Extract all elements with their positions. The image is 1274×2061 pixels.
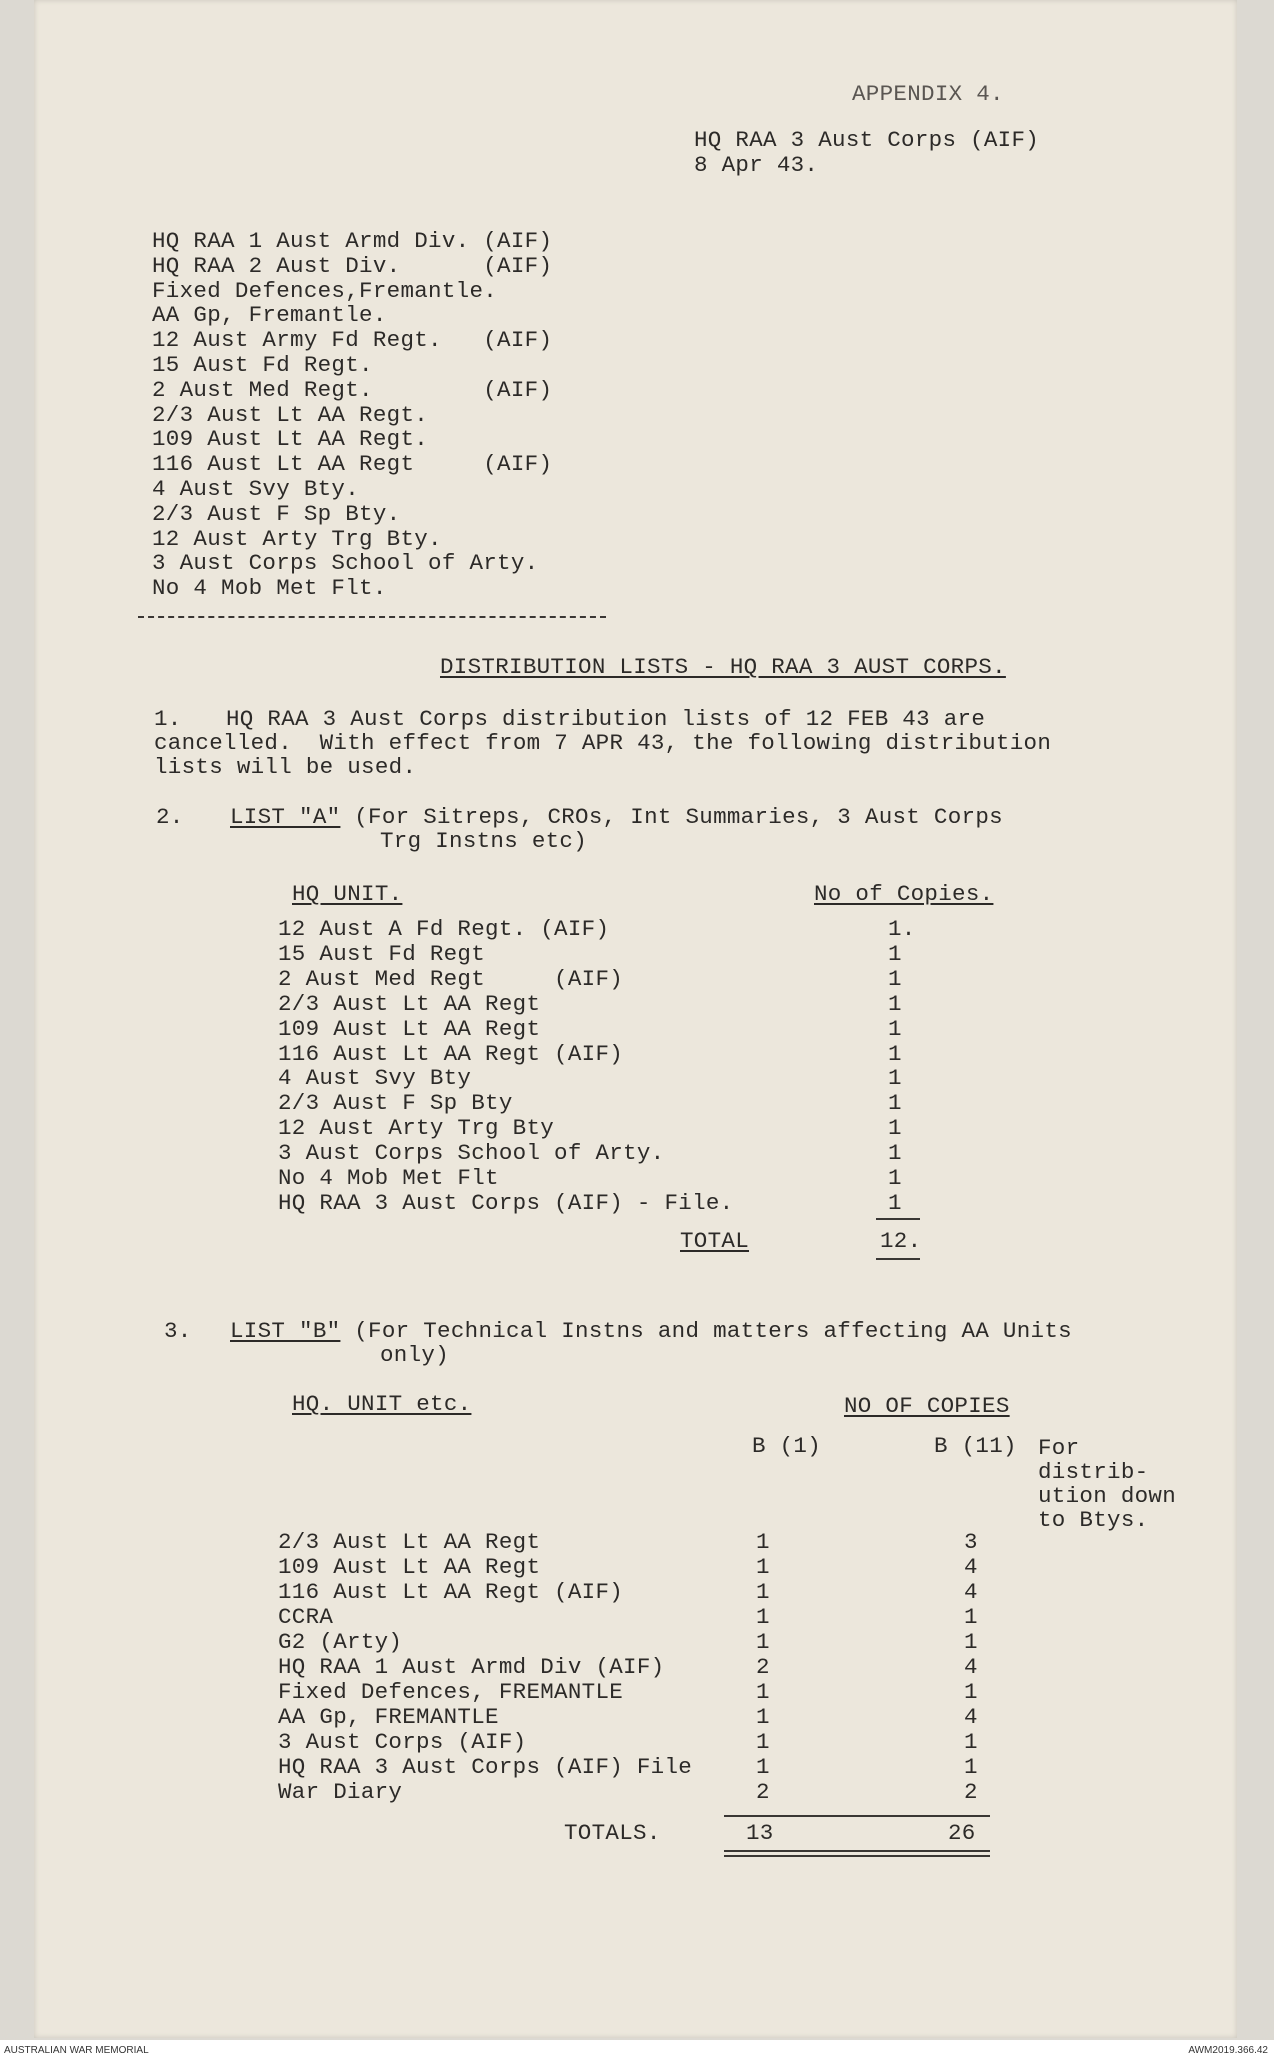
list-a-copies: 1 <box>888 1140 902 1167</box>
list-a-unit: 12 Aust Arty Trg Bty <box>278 1115 555 1142</box>
list-b-description-cont: only) <box>380 1342 450 1368</box>
list-b-b1: 1 <box>756 1679 770 1705</box>
list-b-b1: 1 <box>756 1604 770 1630</box>
addressee-item: Fixed Defences,Fremantle. <box>152 277 498 304</box>
list-b-unit: HQ RAA 1 Aust Armd Div (AIF) <box>278 1654 665 1680</box>
list-b-b11: 4 <box>964 1579 978 1605</box>
list-b-unit: 116 Aust Lt AA Regt (AIF) <box>278 1579 624 1605</box>
list-b-note-line: ution down <box>1038 1483 1177 1509</box>
totals-rule <box>724 1815 990 1817</box>
list-b-col-b11: B (11) <box>934 1433 1017 1459</box>
list-a-copies-header: No of Copies. <box>814 881 994 907</box>
list-b-b1: 1 <box>756 1554 770 1580</box>
list-b-b11: 1 <box>964 1729 978 1755</box>
footer-reference: AWM2019.366.42 <box>1188 2045 1268 2056</box>
list-b-b11: 1 <box>964 1629 978 1655</box>
list-b-col-b1: B (1) <box>752 1433 822 1459</box>
list-b-b1: 1 <box>756 1579 770 1605</box>
list-b-b1: 1 <box>756 1729 770 1755</box>
addressee-item: 4 Aust Svy Bty. <box>152 476 360 502</box>
list-b-description: (For Technical Instns and matters affecting AA Units <box>340 1318 1072 1344</box>
total-rule <box>876 1218 920 1220</box>
footer-bar <box>0 2040 1274 2061</box>
list-a-total-value: 12. <box>880 1228 922 1254</box>
list-a-description-cont: Trg Instns etc) <box>380 828 588 854</box>
para2-number: 2. <box>156 804 184 830</box>
list-b-unit: CCRA <box>278 1604 334 1630</box>
list-a-copies: 1 <box>888 1015 902 1042</box>
list-b-b11: 4 <box>964 1554 978 1580</box>
list-b-b11: 1 <box>964 1754 978 1780</box>
list-b-b1: 1 <box>756 1754 770 1780</box>
list-a-unit: 109 Aust Lt AA Regt <box>278 1015 541 1042</box>
totals-double-underline <box>724 1850 990 1857</box>
list-b-totals-label: TOTALS. <box>564 1820 661 1846</box>
list-b-note-line: For <box>1038 1435 1080 1461</box>
list-a-unit: 12 Aust A Fd Regt. (AIF) <box>278 916 610 942</box>
originator-line: HQ RAA 3 Aust Corps (AIF) <box>694 127 1040 153</box>
addressee-item: HQ RAA 2 Aust Div. (AIF) <box>152 252 553 279</box>
list-a-copies: 1 <box>888 990 902 1017</box>
list-b-note-line: to Btys. <box>1038 1507 1149 1533</box>
list-b-unit: 109 Aust Lt AA Regt <box>278 1554 541 1580</box>
list-a-total-label: TOTAL <box>680 1228 750 1254</box>
list-a-unit: 3 Aust Corps School of Arty. <box>278 1140 665 1167</box>
list-b-b1: 2 <box>756 1654 770 1680</box>
list-a-copies: 1 <box>888 1115 902 1142</box>
addressee-item: 12 Aust Arty Trg Bty. <box>152 525 442 552</box>
list-b-unit: Fixed Defences, FREMANTLE <box>278 1679 624 1705</box>
list-b-total-b11: 26 <box>948 1820 976 1846</box>
list-a-unit: 4 Aust Svy Bty <box>278 1065 472 1092</box>
list-a-unit: HQ RAA 3 Aust Corps (AIF) - File. <box>278 1189 734 1216</box>
list-b-unit: War Diary <box>278 1779 403 1805</box>
list-a-unit: 15 Aust Fd Regt <box>278 940 486 967</box>
list-a-copies: 1. <box>888 916 916 942</box>
para1-line: cancelled. With effect from 7 APR 43, the following distribution <box>154 730 1052 756</box>
list-b-b11: 4 <box>964 1704 978 1730</box>
list-b-unit-header: HQ. UNIT etc. <box>292 1391 472 1417</box>
addressee-item: HQ RAA 1 Aust Armd Div. (AIF) <box>152 228 553 254</box>
addressee-item: 15 Aust Fd Regt. <box>152 352 373 378</box>
divider-dashes <box>138 616 606 618</box>
para1-line: HQ RAA 3 Aust Corps distribution lists of 12 FEB 43 are <box>226 706 986 732</box>
list-b-b11: 1 <box>964 1679 978 1705</box>
list-b-b11: 3 <box>964 1529 978 1555</box>
list-b-copies-header: NO OF COPIES <box>844 1393 1010 1419</box>
list-a-unit: 2/3 Aust Lt AA Regt <box>278 990 541 1017</box>
list-b-b1: 1 <box>756 1629 770 1655</box>
list-b-unit: HQ RAA 3 Aust Corps (AIF) File <box>278 1754 693 1780</box>
addressee-item: 12 Aust Army Fd Regt. (AIF) <box>152 327 553 354</box>
addressee-item: 2 Aust Med Regt. (AIF) <box>152 376 553 403</box>
list-a-copies: 1 <box>888 1065 902 1092</box>
footer-source: AUSTRALIAN WAR MEMORIAL <box>4 2045 149 2056</box>
list-b-b1: 2 <box>756 1779 770 1805</box>
addressee-item: No 4 Mob Met Flt. <box>152 575 387 602</box>
list-a-copies: 1 <box>888 965 902 992</box>
list-a-unit-header: HQ UNIT. <box>292 881 403 907</box>
para1-line: lists will be used. <box>154 754 417 780</box>
list-a-unit: 2 Aust Med Regt (AIF) <box>278 965 624 992</box>
list-b-b1: 1 <box>756 1529 770 1555</box>
date-line: 8 Apr 43. <box>694 152 819 178</box>
list-b-unit: G2 (Arty) <box>278 1629 403 1655</box>
total-underline <box>876 1258 920 1260</box>
addressee-item: 109 Aust Lt AA Regt. <box>152 426 429 453</box>
para3-number: 3. <box>164 1318 192 1344</box>
list-a-copies: 1 <box>888 1090 902 1117</box>
appendix-label: APPENDIX 4. <box>852 81 1004 107</box>
list-a-copies: 1 <box>888 1165 902 1191</box>
addressee-item: AA Gp, Fremantle. <box>152 302 387 329</box>
list-b-total-b1: 13 <box>746 1820 774 1846</box>
list-b-unit: 2/3 Aust Lt AA Regt <box>278 1529 541 1555</box>
list-a-copies: 1 <box>888 940 902 967</box>
addressee-item: 2/3 Aust F Sp Bty. <box>152 500 401 527</box>
list-a-heading: LIST "A" <box>230 804 341 830</box>
list-b-heading: LIST "B" <box>230 1318 341 1344</box>
addressee-item: 2/3 Aust Lt AA Regt. <box>152 401 429 428</box>
list-a-copies: 1 <box>888 1189 902 1216</box>
list-b-note-line: distrib- <box>1038 1459 1149 1485</box>
list-a-unit: 116 Aust Lt AA Regt (AIF) <box>278 1040 624 1067</box>
list-a-unit: No 4 Mob Met Flt <box>278 1165 499 1191</box>
addressee-item: 116 Aust Lt AA Regt (AIF) <box>152 451 553 478</box>
document-page <box>34 0 1237 2038</box>
list-b-b1: 1 <box>756 1704 770 1730</box>
list-b-unit: 3 Aust Corps (AIF) <box>278 1729 527 1755</box>
list-a-unit: 2/3 Aust F Sp Bty <box>278 1090 513 1117</box>
list-a-copies: 1 <box>888 1040 902 1067</box>
list-a-description: (For Sitreps, CROs, Int Summaries, 3 Aust Corps <box>340 804 1003 830</box>
para1-number: 1. <box>154 706 182 732</box>
list-b-unit: AA Gp, FREMANTLE <box>278 1704 499 1730</box>
list-b-b11: 2 <box>964 1779 978 1805</box>
document-title: DISTRIBUTION LISTS - HQ RAA 3 AUST CORPS. <box>440 654 1006 680</box>
addressee-item: 3 Aust Corps School of Arty. <box>152 550 539 577</box>
list-b-b11: 1 <box>964 1604 978 1630</box>
list-b-b11: 4 <box>964 1654 978 1680</box>
